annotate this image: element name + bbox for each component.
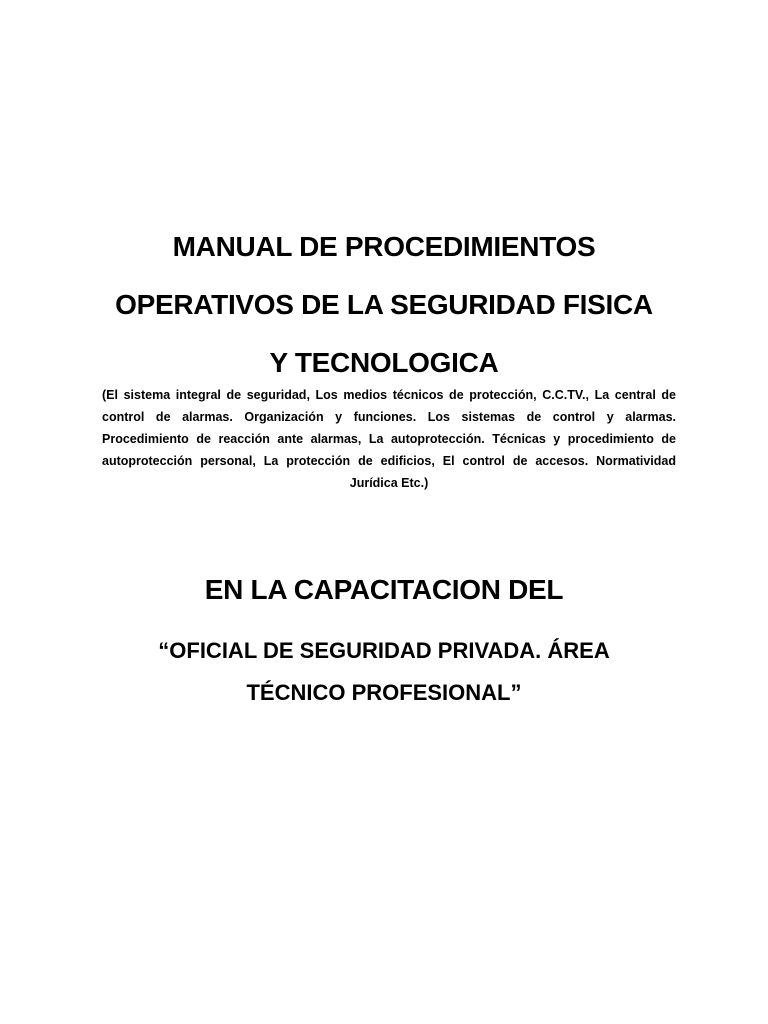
course-title — [84, 630, 684, 714]
title-line-1: MANUAL DE PROCEDIMIENTOS — [172, 231, 596, 262]
section-heading: EN LA CAPACITACION DEL — [204, 574, 564, 605]
title-line-3: Y TECNOLOGICA — [269, 347, 499, 378]
course-line-1: “OFICIAL DE SEGURIDAD PRIVADA. ÁREA — [158, 638, 610, 663]
title-line-2: OPERATIVOS DE LA SEGURIDAD FISICA — [115, 289, 653, 320]
document-subtitle: (El sistema integral de seguridad, Los medios técnicos de protección, C.C.TV., La central de control de alarmas. Organización y funciones. Los sistemas de control y alarmas. Procedimiento de reacción ante alarmas, La autoprotección. Técnicas y procedimiento de autoprotección personal, La protección de edificios, El control de accesos. Normatividad Jurídica Etc.) — [102, 388, 676, 490]
document-title — [84, 218, 684, 392]
course-line-2: TÉCNICO PROFESIONAL” — [246, 680, 522, 705]
